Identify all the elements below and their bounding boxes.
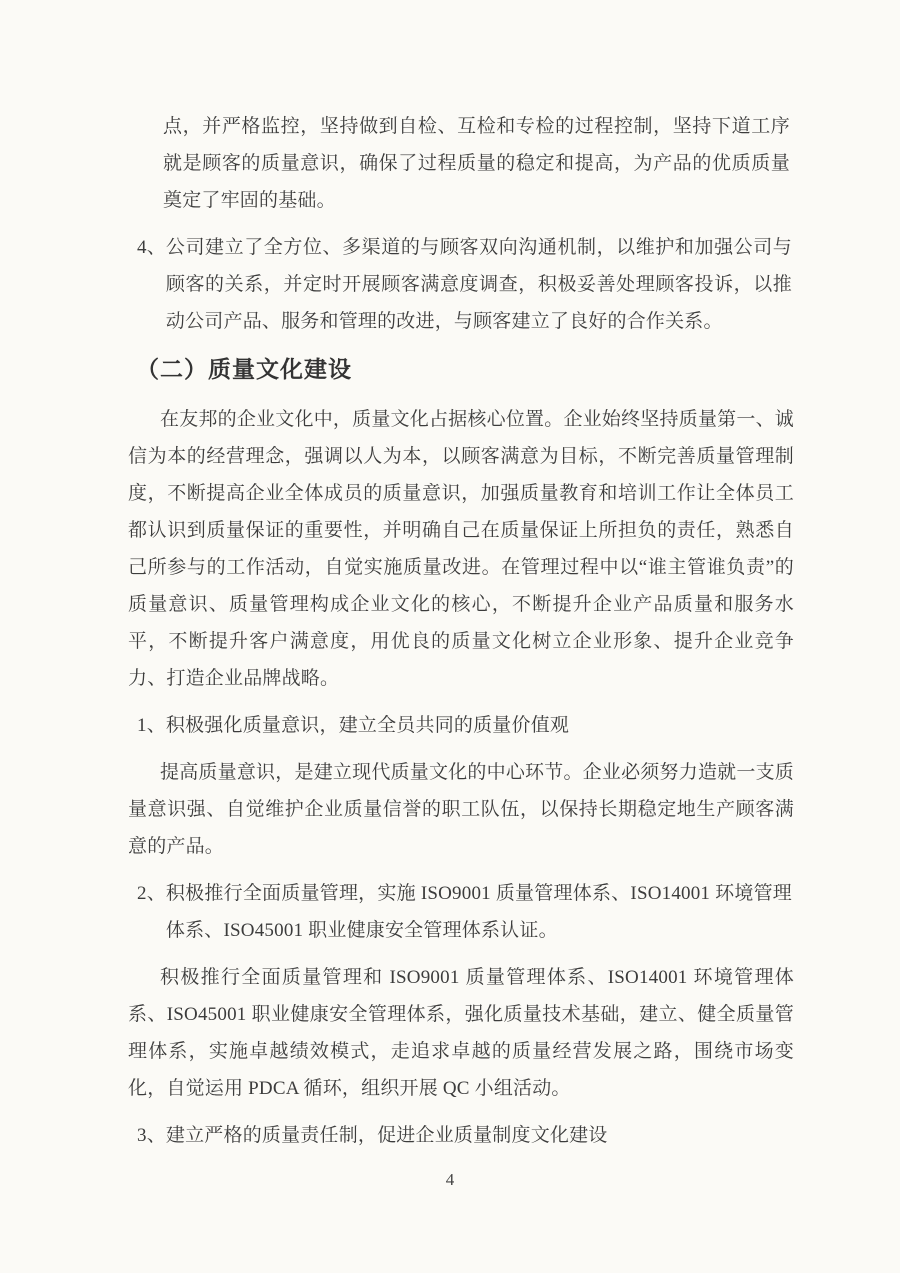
- page-number: 4: [445, 1170, 455, 1189]
- list-item-4-marker: 4、: [137, 237, 166, 258]
- document-content: [0, 108, 900, 1164]
- list-item-3: [137, 1117, 792, 1154]
- list-item-4-text: 公司建立了全方位、多渠道的与顾客双向沟通机制，以维护和加强公司与顾客的关系，并定时开展顾客满意度调查，积极妥善处理顾客投诉，以推动公司产品、服务和管理的改进，与顾客建立了良好的合作关系。: [165, 237, 792, 332]
- list-item-3-text: 建立严格的质量责任制，促进企业质量制度文化建设: [165, 1125, 608, 1146]
- list-item-4: [137, 229, 792, 340]
- list-item-2-text: 积极推行全面质量管理，实施 ISO9001 质量管理体系、ISO14001 环境管理体系、ISO45001 职业健康安全管理体系认证。: [165, 883, 792, 941]
- paragraph-total-quality-management: 积极推行全面质量管理和 ISO9001 质量管理体系、ISO14001 环境管理体系、ISO45001 职业健康安全管理体系，强化质量技术基础，建立、健全质量管理体系，实施卓越绩效模式，走追求卓越的质量经营发展之路，围绕市场变化，自觉运用 PDCA 循环，组织开展 QC 小组活动。: [128, 967, 794, 1099]
- list-item-3-marker: 3、: [137, 1125, 166, 1146]
- paragraph-item3-continuation: 点，并严格监控，坚持做到自检、互检和专检的过程控制，坚持下道工序就是顾客的质量意识，确保了过程质量的稳定和提高，为产品的优质质量奠定了牢固的基础。: [163, 116, 790, 211]
- list-item-2-marker: 2、: [137, 883, 166, 904]
- list-item-2: [137, 875, 792, 949]
- section-heading-quality-culture: （二）质量文化建设: [136, 356, 352, 382]
- list-item-1-marker: 1、: [137, 715, 166, 736]
- list-item-1-text: 积极强化质量意识，建立全员共同的质量价值观: [165, 715, 570, 736]
- paragraph-quality-culture-intro: 在友邦的企业文化中，质量文化占据核心位置。企业始终坚持质量第一、诚信为本的经营理念，强调以人为本，以顾客满意为目标，不断完善质量管理制度，不断提高企业全体成员的质量意识，加强质量教育和培训工作让全体员工都认识到质量保证的重要性，并明确自己在质量保证上所担负的责任，熟悉自己所参与的工作活动，自觉实施质量改进。在管理过程中以“谁主管谁负责”的质量意识、质量管理构成企业文化的核心，不断提升企业产品质量和服务水平，不断提升客户满意度，用优良的质量文化树立企业形象、提升企业竞争力、打造企业品牌战略。: [128, 409, 794, 689]
- list-item-1: [137, 707, 792, 744]
- paragraph-quality-awareness: 提高质量意识，是建立现代质量文化的中心环节。企业必须努力造就一支质量意识强、自觉维护企业质量信誉的职工队伍，以保持长期稳定地生产顾客满意的产品。: [128, 762, 794, 857]
